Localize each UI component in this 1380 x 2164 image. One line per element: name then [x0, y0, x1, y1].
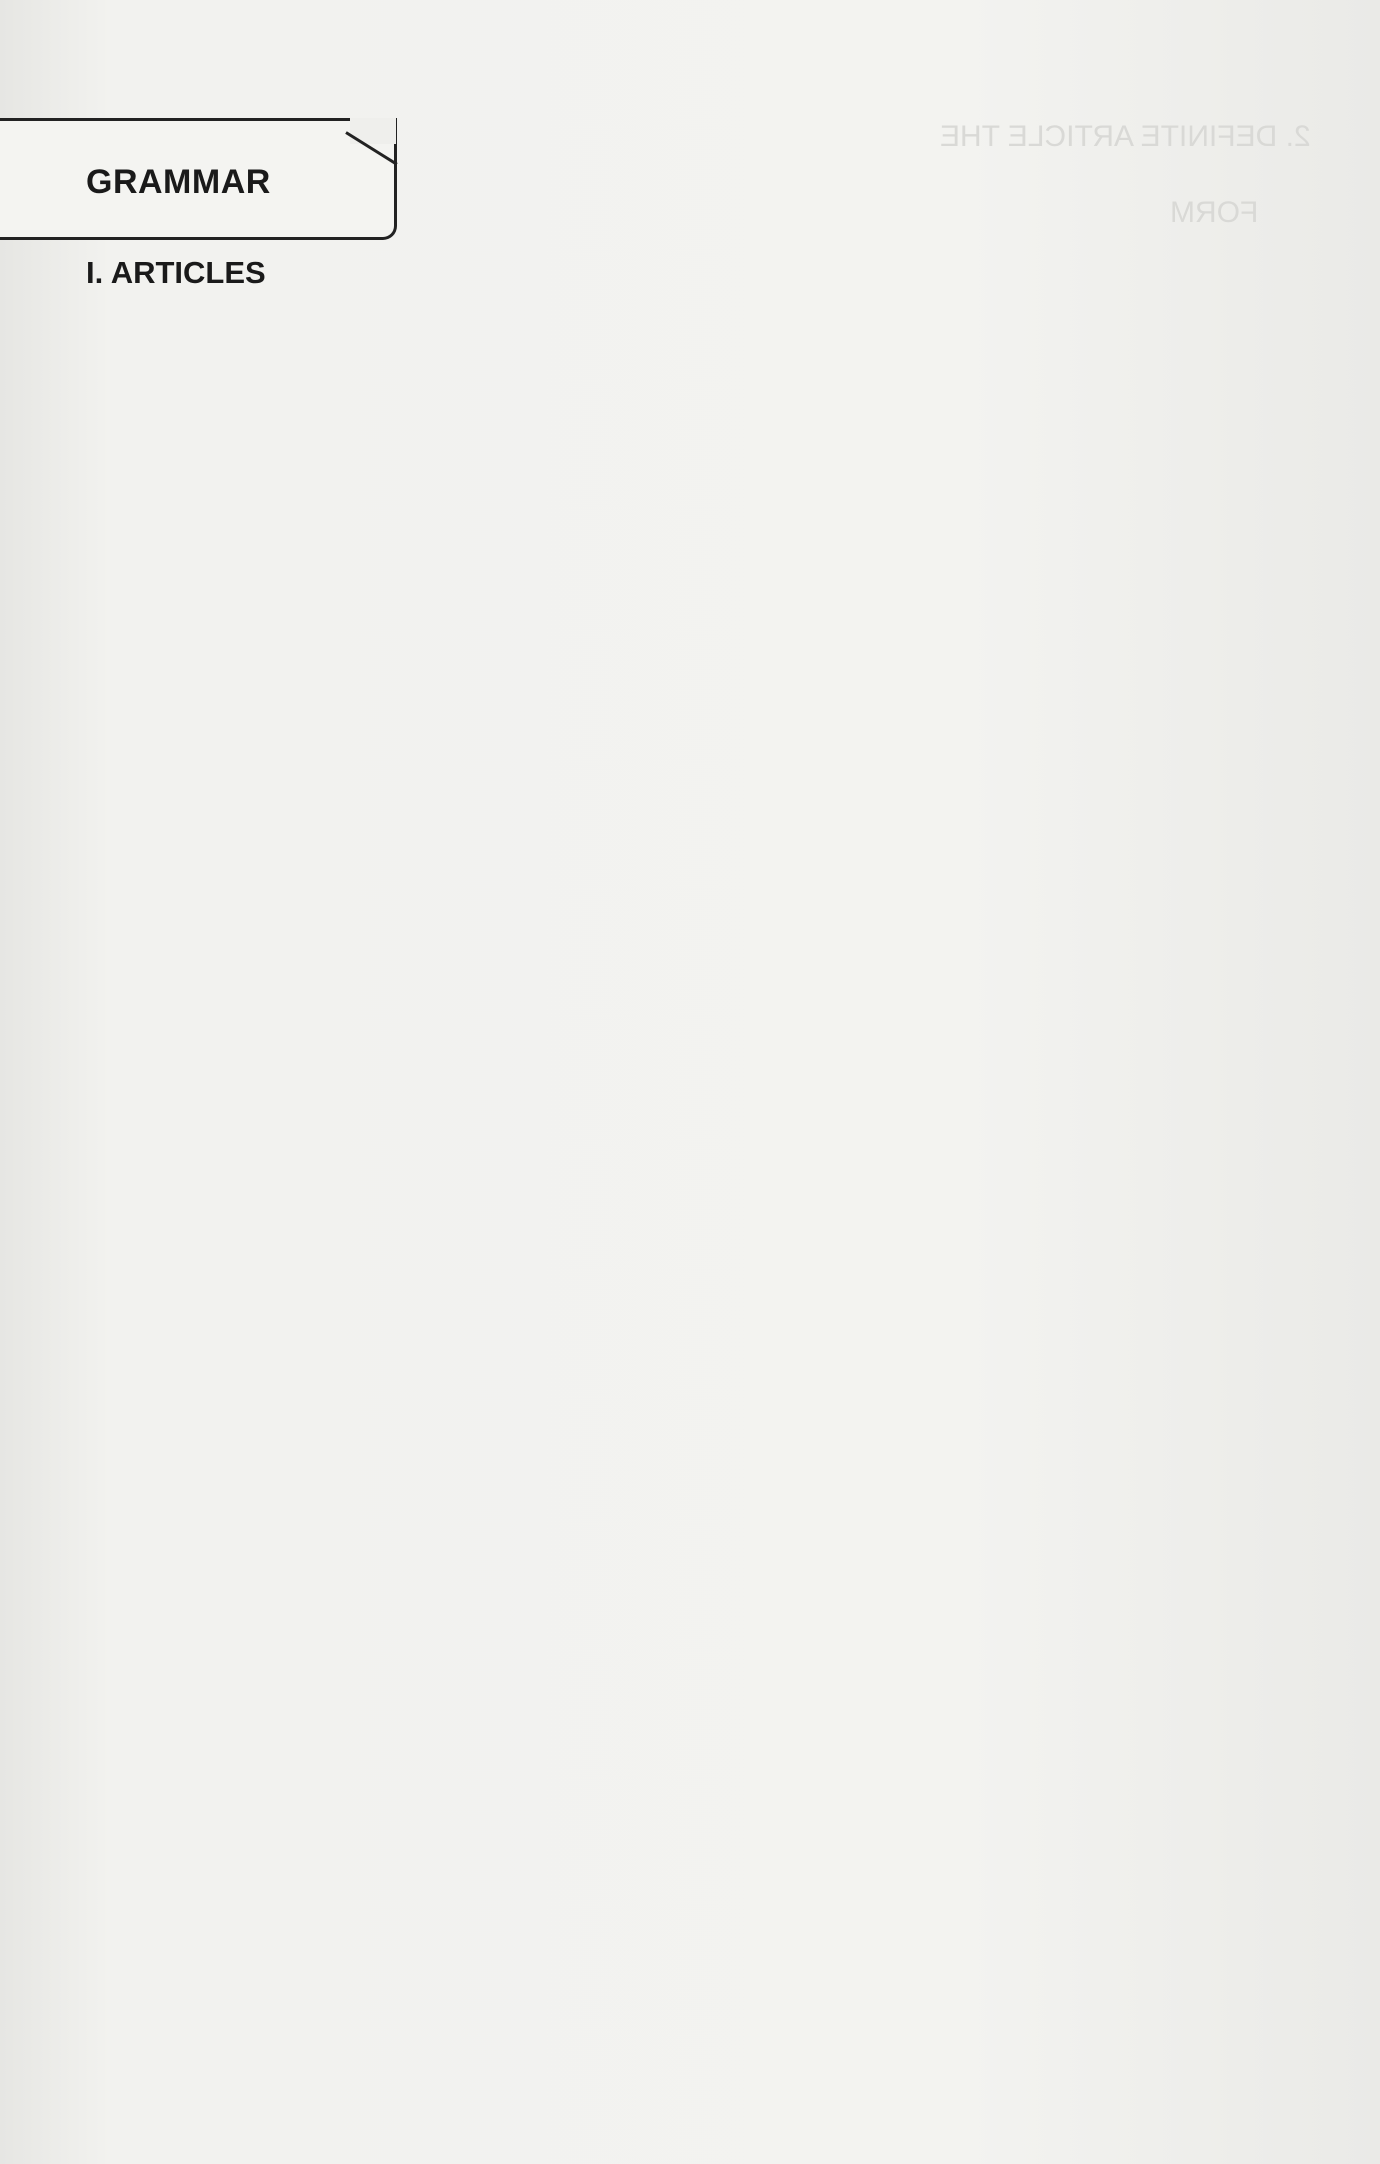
heading-articles: I. ARTICLES	[86, 255, 266, 290]
bleed-through-text: 2. DEFINITE ARTICLE THE	[940, 120, 1311, 153]
section-tab-title: GRAMMAR	[86, 163, 271, 201]
bleed-through-text: FORM	[1170, 196, 1259, 229]
